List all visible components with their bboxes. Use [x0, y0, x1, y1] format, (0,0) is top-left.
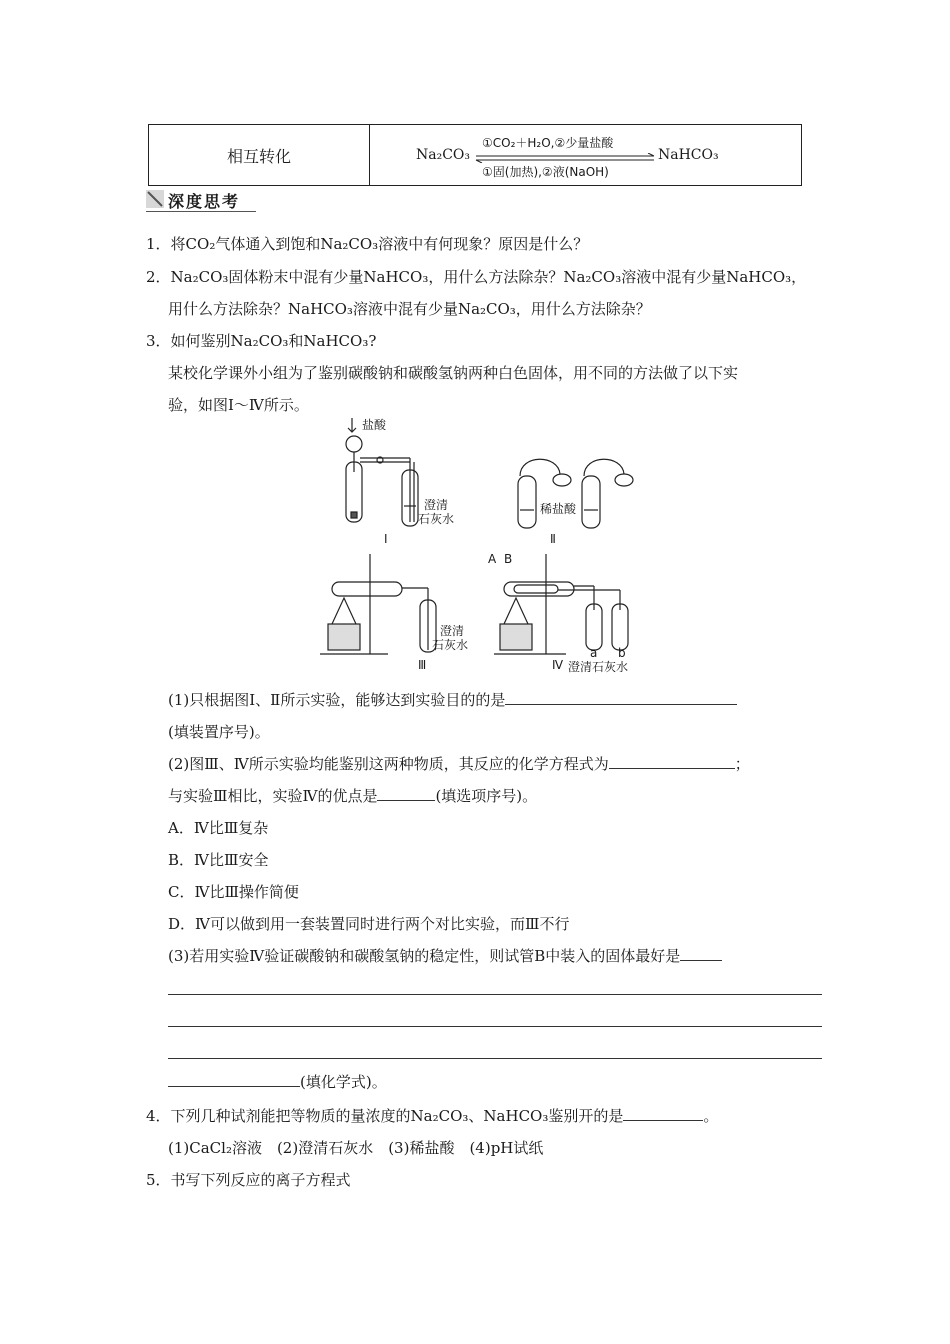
figure-ii-label: Ⅱ	[550, 532, 556, 546]
arrow-top-condition: ①CO₂＋H₂O,②少量盐酸	[482, 136, 614, 150]
option-d: D．Ⅳ可以做到用一套装置同时进行两个对比实验，而Ⅲ不行	[168, 915, 570, 933]
apparatus-drawings	[318, 414, 638, 674]
question-4-choices: (1)CaCl₂溶液 (2)澄清石灰水 (3)稀盐酸 (4)pH试纸	[168, 1139, 544, 1157]
question-3-intro-line-2: 验，如图Ⅰ～Ⅳ所示。	[168, 396, 309, 414]
test-tube-a-label: a	[590, 646, 598, 660]
part-2-text-c: (填选项序号)。	[435, 787, 538, 805]
part-2-text: (2)图Ⅲ、Ⅳ所示实验均能鉴别这两种物质，其反应的化学方程式为	[168, 755, 609, 773]
part-1-line-2: (填装置序号)。	[168, 723, 270, 741]
question-4	[146, 1106, 718, 1126]
part-1-text: (1)只根据图Ⅰ、Ⅱ所示实验，能够达到实验目的的是	[168, 691, 506, 709]
apparatus-i	[346, 418, 418, 526]
question-4-text: 4．下列几种试剂能把等物质的量浓度的Na₂CO₃、NaHCO₃鉴别开的是	[146, 1107, 624, 1125]
arrow-bottom-condition: ①固(加热),②液(NaOH)	[482, 165, 609, 179]
answer-line-2[interactable]	[168, 1026, 822, 1027]
tube-a-label: A	[488, 552, 497, 566]
equation-left: Na₂CO₃	[416, 147, 471, 163]
part-1-line-1	[168, 690, 737, 710]
figure-i-label: Ⅰ	[384, 532, 388, 546]
part-3-line-1	[168, 946, 722, 966]
table-row-label-cell	[149, 125, 370, 186]
part-2-line-2	[168, 786, 537, 806]
apparatus-iv	[494, 554, 628, 654]
answer-blank-1[interactable]	[505, 690, 737, 705]
question-3-intro-line-1: 某校化学课外小组为了鉴别碳酸钠和碳酸氢钠两种白色固体，用不同的方法做了以下实	[168, 364, 739, 382]
double-arrow-icon	[474, 153, 658, 163]
acid-label: 盐酸	[362, 418, 387, 432]
part-2-text-b: 与实验Ⅲ相比，实验Ⅳ的优点是	[168, 787, 378, 805]
question-4-end: 。	[703, 1107, 719, 1125]
row-label: 相互转化	[226, 146, 291, 166]
section-title: 深度思考	[168, 192, 241, 211]
question-2-line-1: 2．Na₂CO₃固体粉末中混有少量NaHCO₃，用什么方法除杂？Na₂CO₃溶液中混有少量NaHCO₃，	[146, 268, 807, 286]
answer-blank-5[interactable]	[168, 1072, 300, 1087]
limewater-label-4: 澄清石灰水	[568, 660, 629, 674]
limewater-label-1a: 澄清	[424, 498, 449, 512]
limewater-label-1b: 石灰水	[418, 512, 455, 526]
test-tube-b-label: b	[618, 646, 626, 660]
dilute-acid-label: 稀盐酸	[540, 502, 577, 516]
option-a: A．Ⅳ比Ⅲ复杂	[168, 819, 269, 837]
question-2-line-2: 用什么方法除杂？NaHCO₃溶液中混有少量Na₂CO₃，用什么方法除杂？	[168, 300, 651, 318]
limewater-label-3a: 澄清	[440, 624, 465, 638]
answer-blank-2[interactable]	[609, 754, 735, 769]
part-2-semicolon: ；	[734, 755, 750, 773]
answer-line-1[interactable]	[168, 994, 822, 995]
equation-right: NaHCO₃	[658, 147, 719, 163]
part-3-text-end: (填化学式)。	[300, 1073, 387, 1091]
answer-blank-6[interactable]	[623, 1106, 703, 1121]
part-3-line-last	[168, 1072, 387, 1092]
figure-iii-label: Ⅲ	[418, 658, 427, 672]
part-2-line-1	[168, 754, 750, 774]
option-c: C．Ⅳ比Ⅲ操作简便	[168, 883, 299, 901]
answer-blank-3[interactable]	[377, 786, 435, 801]
question-1: 1．将CO₂气体通入到饱和Na₂CO₃溶液中有何现象？原因是什么？	[146, 235, 589, 253]
apparatus-ii	[518, 459, 633, 528]
apparatus-iii	[320, 554, 436, 654]
experiment-figure	[318, 414, 638, 674]
option-b: B．Ⅳ比Ⅲ安全	[168, 851, 269, 869]
question-5: 5．书写下列反应的离子方程式	[146, 1171, 351, 1189]
tube-b-label: B	[504, 552, 513, 566]
conversion-equation-cell	[370, 125, 802, 186]
section-marker-icon	[146, 190, 164, 208]
conversion-table	[148, 124, 802, 186]
answer-blank-4[interactable]	[680, 946, 722, 961]
section-divider	[146, 211, 256, 212]
limewater-label-3b: 石灰水	[432, 638, 469, 652]
part-3-text: (3)若用实验Ⅳ验证碳酸钠和碳酸氢钠的稳定性，则试管B中装入的固体最好是	[168, 947, 681, 965]
question-3-title: 3．如何鉴别Na₂CO₃和NaHCO₃?	[146, 332, 377, 350]
figure-iv-label: Ⅳ	[552, 658, 564, 672]
answer-line-3[interactable]	[168, 1058, 822, 1059]
